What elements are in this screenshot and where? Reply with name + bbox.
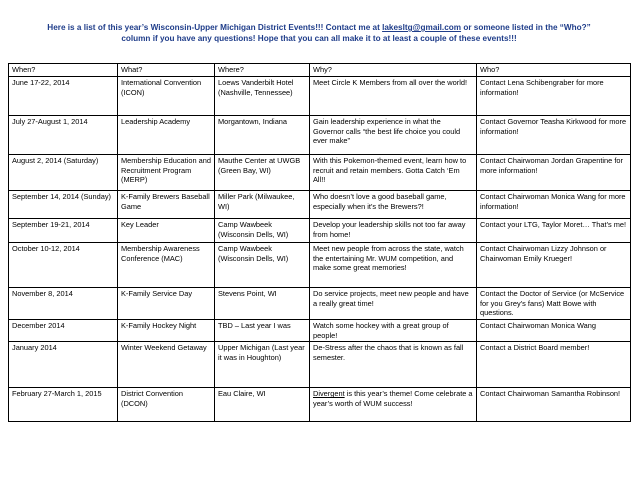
cell-where: Stevens Point, WI [215, 288, 310, 320]
cell-what: District Convention (DCON) [118, 388, 215, 422]
cell-who: Contact a District Board member! [477, 342, 631, 388]
header-what: What? [118, 64, 215, 77]
table-row [9, 219, 631, 243]
cell-why: Develop your leadership skills not too far away from home! [310, 219, 477, 243]
dcon-theme-underlined: Divergent [313, 389, 345, 399]
cell-who: Contact the Doctor of Service (or McService for you Grey’s fans) Matt Bowe with questions. [477, 288, 631, 320]
cell-why-rest: is this year’s theme! Come celebrate a year’s worth of WUM success! [313, 389, 473, 408]
cell-who: Contact Chairwoman Samantha Robinson! [477, 388, 631, 422]
cell-when: December 2014 [9, 320, 118, 342]
cell-why: Who doesn’t love a good baseball game, especially when it’s the Brewers?! [310, 191, 477, 219]
cell-where: Loews Vanderbilt Hotel (Nashville, Tennessee) [215, 77, 310, 116]
table-row [9, 116, 631, 155]
email-link[interactable]: lakesltg@gmail.com [382, 23, 462, 32]
cell-where: Camp Wawbeek (Wisconsin Dells, WI) [215, 219, 310, 243]
cell-who: Contact your LTG, Taylor Moret… That’s me! [477, 219, 631, 243]
cell-when: January 2014 [9, 342, 118, 388]
cell-who: Contact Chairwoman Monica Wang [477, 320, 631, 342]
cell-when: September 19-21, 2014 [9, 219, 118, 243]
cell-where: Eau Claire, WI [215, 388, 310, 422]
cell-what: Membership Awareness Conference (MAC) [118, 243, 215, 288]
intro-text [40, 22, 598, 44]
cell-when: February 27-March 1, 2015 [9, 388, 118, 422]
cell-when: July 27-August 1, 2014 [9, 116, 118, 155]
events-table [8, 63, 631, 422]
cell-what: Leadership Academy [118, 116, 215, 155]
header-who: Who? [477, 64, 631, 77]
cell-who: Contact Governor Teasha Kirkwood for more information! [477, 116, 631, 155]
cell-what: International Convention (ICON) [118, 77, 215, 116]
table-row [9, 155, 631, 191]
intro-line2: column if you have any questions! Hope that you can all make it to at least a couple of these events!!! [121, 34, 517, 43]
cell-when: August 2, 2014 (Saturday) [9, 155, 118, 191]
table-header-row [9, 64, 631, 77]
cell-what: K-Family Service Day [118, 288, 215, 320]
cell-where: Upper Michigan (Last year it was in Houghton) [215, 342, 310, 388]
cell-why: With this Pokemon-themed event, learn how to recruit and retain members. Gotta Catch ‘Em All!! [310, 155, 477, 191]
table-row [9, 320, 631, 342]
header-when: When? [9, 64, 118, 77]
header-why: Why? [310, 64, 477, 77]
cell-why: Meet Circle K Members from all over the world! [310, 77, 477, 116]
cell-where: Morgantown, Indiana [215, 116, 310, 155]
cell-where: Camp Wawbeek (Wisconsin Dells, WI) [215, 243, 310, 288]
cell-who: Contact Lena Schibengraber for more information! [477, 77, 631, 116]
cell-what: Winter Weekend Getaway [118, 342, 215, 388]
cell-why: Gain leadership experience in what the Governor calls “the best life choice you could ever make” [310, 116, 477, 155]
cell-when: October 10-12, 2014 [9, 243, 118, 288]
cell-what: K-Family Brewers Baseball Game [118, 191, 215, 219]
cell-what: K-Family Hockey Night [118, 320, 215, 342]
intro-line1-prefix: Here is a list of this year’s Wisconsin-Upper Michigan District Events!!! Contact me at [47, 23, 383, 32]
table-row [9, 77, 631, 116]
table-row [9, 243, 631, 288]
table-row [9, 342, 631, 388]
table-row [9, 388, 631, 422]
cell-why [310, 388, 477, 422]
cell-who: Contact Chairwoman Monica Wang for more information! [477, 191, 631, 219]
cell-who: Contact Chairwoman Lizzy Johnson or Chairwoman Emily Krueger! [477, 243, 631, 288]
cell-what: Membership Education and Recruitment Program (MERP) [118, 155, 215, 191]
cell-why: Do service projects, meet new people and have a really great time! [310, 288, 477, 320]
cell-why: De-Stress after the chaos that is known as fall semester. [310, 342, 477, 388]
cell-what: Key Leader [118, 219, 215, 243]
cell-where: TBD – Last year I was [215, 320, 310, 342]
header-where: Where? [215, 64, 310, 77]
cell-why: Watch some hockey with a great group of people! [310, 320, 477, 342]
cell-when: September 14, 2014 (Sunday) [9, 191, 118, 219]
cell-where: Mauthe Center at UWGB (Green Bay, WI) [215, 155, 310, 191]
intro-line1-suffix: or someone listed in the “Who?” [461, 23, 591, 32]
table-row [9, 191, 631, 219]
cell-where: Miller Park (Milwaukee, WI) [215, 191, 310, 219]
cell-why: Meet new people from across the state, watch the entertaining Mr. WUM competition, and make some great memories! [310, 243, 477, 288]
cell-when: June 17-22, 2014 [9, 77, 118, 116]
cell-who: Contact Chairwoman Jordan Grapentine for more information! [477, 155, 631, 191]
cell-when: November 8, 2014 [9, 288, 118, 320]
table-row [9, 288, 631, 320]
